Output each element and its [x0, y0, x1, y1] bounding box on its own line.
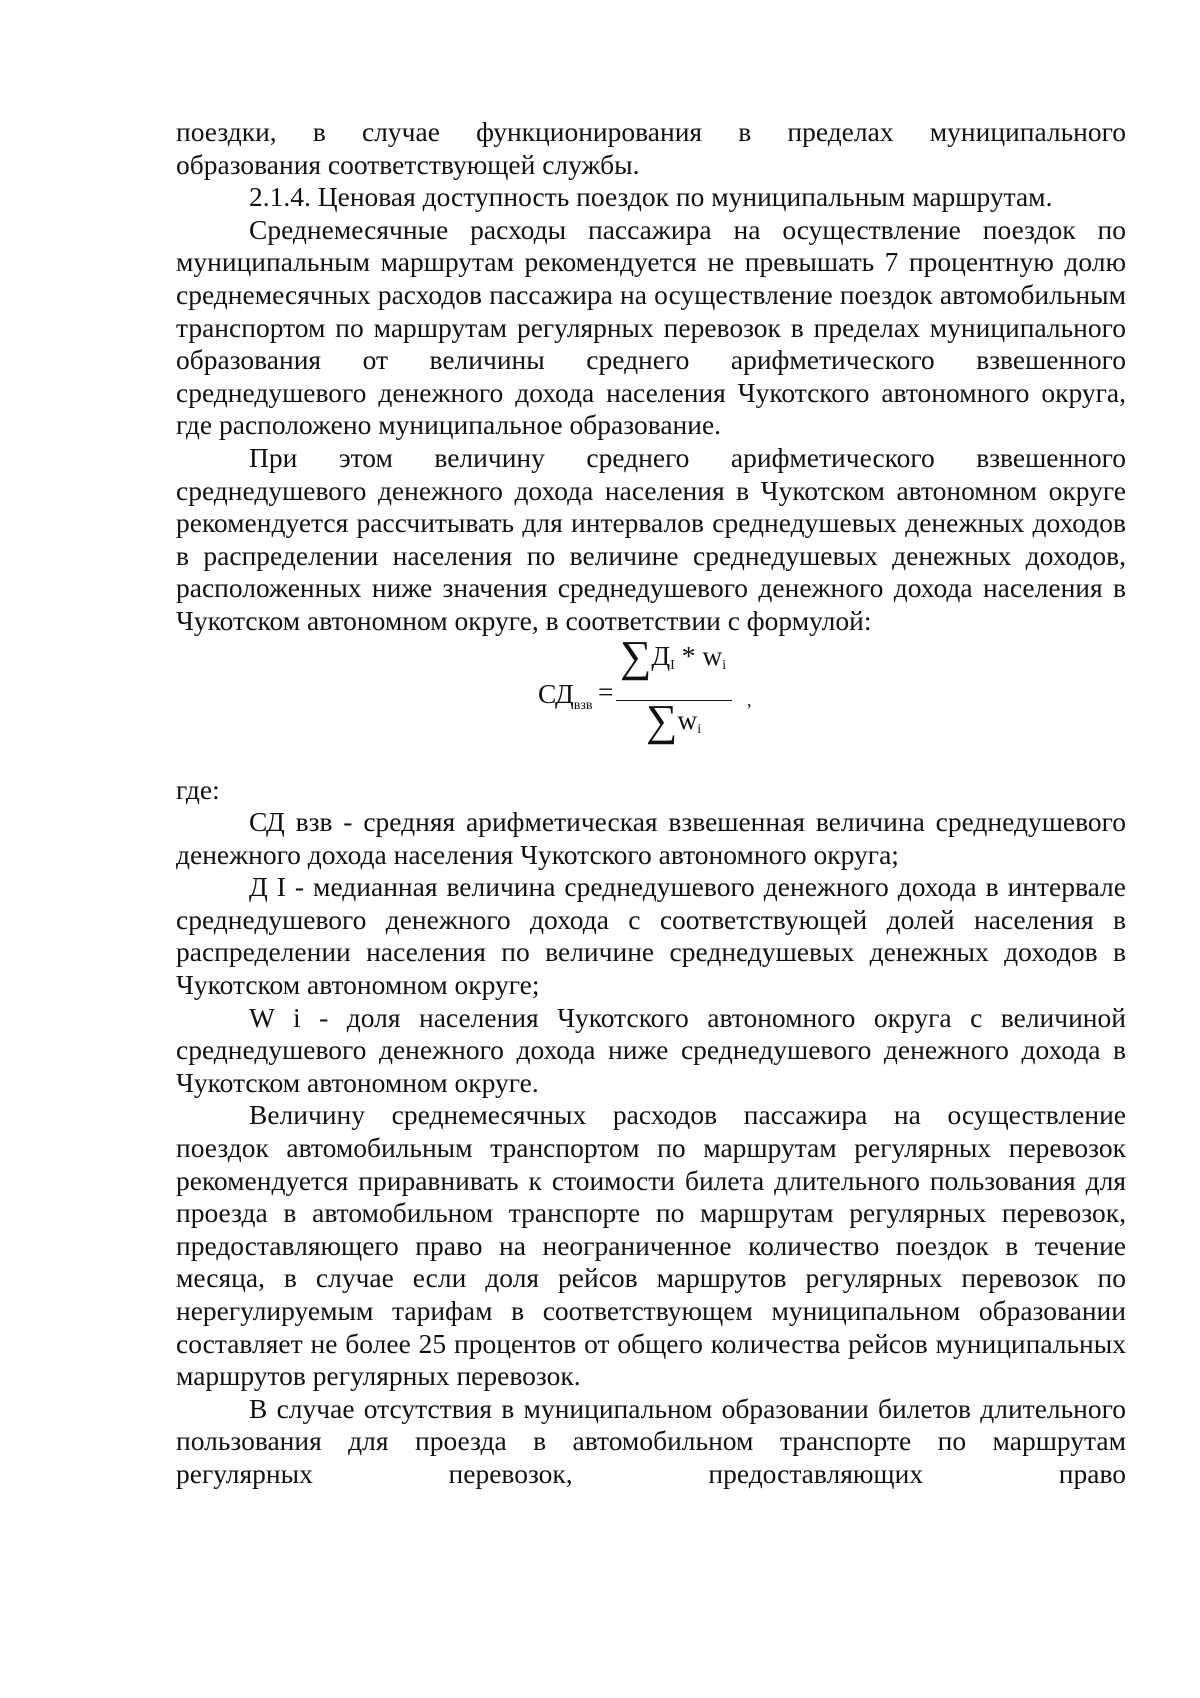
paragraph-continuation-line-2: образования соответствующей службы.: [176, 148, 640, 180]
definition-w-i: W i - доля населения Чукотского автономного округа с величиной среднедушевого денежного дохода ниже среднедушевого денежного дохода в Чукотском автономном округе.: [176, 1001, 1126, 1098]
formula-numerator: ∑ДI * wi: [620, 631, 727, 681]
sum-symbol: ∑: [620, 631, 652, 681]
definition-sd-vzv: СД взв - средняя арифметическая взвешенная величина среднедушевого денежного дохода населения Чукотского автономного округа;: [176, 806, 1126, 870]
sum-symbol: ∑: [646, 695, 678, 745]
section-heading-2-1-4: 2.1.4. Ценовая доступность поездок по муниципальным маршрутам.: [249, 181, 1053, 213]
formula-trailing-comma: ,: [747, 689, 752, 710]
weighted-average-formula: [176, 631, 1126, 758]
paragraph-calculation-method: При этом величину среднего арифметического взвешенного среднедушевого денежного дохода населения в Чукотском автономном округе рекомендуется рассчитывать для интервалов среднедушевых денежных доходов в распределении населения по величине среднедушевых денежных доходов, расположенных ниже значения среднедушевого денежного дохода населения в Чукотском автономном округе, в соответствии с формулой:: [176, 441, 1126, 636]
formula-lhs: $СД_{взв}$: [538, 677, 593, 713]
paragraph-monthly-expenses: Среднемесячные расходы пассажира на осуществление поездок по муниципальным маршрутам рекомендуется не превышать 7 процентную долю среднемесячных расходов пассажира на осуществление поездок автомобильным транспортом по маршрутам регулярных перевозок в пределах муниципального образования от величины среднего арифметического взвешенного среднедушевого денежного дохода населения Чукотского автономного округа, где расположено муниципальное образование.: [176, 213, 1126, 441]
document-page: [176, 116, 1126, 1491]
paragraph-where: где:: [176, 773, 220, 805]
formula-equals-sign: =: [598, 675, 614, 707]
definition-d-i: Д I - медианная величина среднедушевого денежного дохода в интервале среднедушевого денежного дохода с соответствующей долей населения в распределении населения по величине среднедушевых денежных доходов в Чукотском автономном округе;: [176, 871, 1126, 1001]
formula-denominator: ∑wi: [646, 695, 702, 745]
paragraph-ticket-cost: Величину среднемесячных расходов пассажира на осуществление поездок автомобильным транспортом по маршрутам регулярных перевозок рекомендуется приравнивать к стоимости билета длительного пользования для проезда в автомобильном транспорте по маршрутам регулярных перевозок, предоставляющего право на неограниченное количество поездок в течение месяца, в случае если доля рейсов маршрутов регулярных перевозок по нерегулируемым тарифам в соответствующем муниципальном образовании составляет не более 25 процентов от общего количества рейсов муниципальных маршрутов регулярных перевозок.: [176, 1099, 1126, 1392]
paragraph-no-tickets: В случае отсутствия в муниципальном образовании билетов длительного пользования для проезда в автомобильном транспорте по маршрутам регулярных перевозок, предоставляющих право: [176, 1392, 1126, 1489]
paragraph-continuation-line-1: поездки, в случае функционирования в пределах муниципального: [176, 116, 1126, 147]
